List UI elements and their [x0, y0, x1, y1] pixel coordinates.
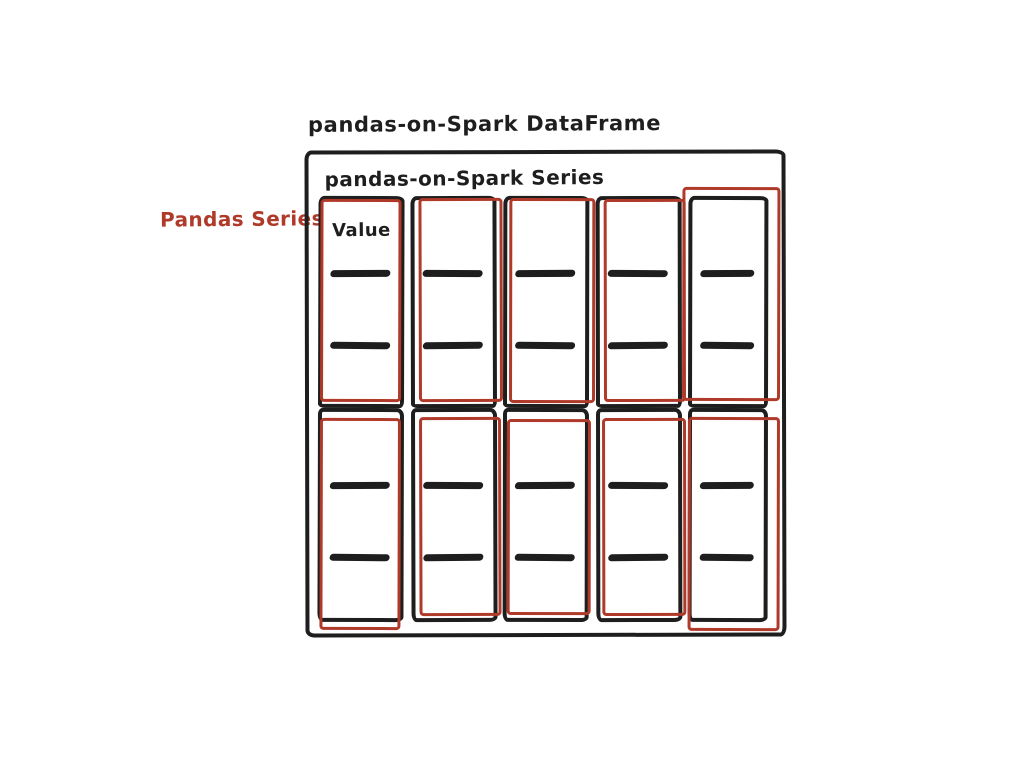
pandas-series-label: Pandas Series — [159, 206, 325, 232]
row-dash — [608, 482, 668, 489]
row-dash — [330, 482, 390, 489]
partition-cell-top — [410, 196, 497, 408]
row-dash — [423, 270, 483, 277]
row-dash — [330, 554, 390, 562]
row-dash — [515, 342, 575, 350]
dataframe-column — [317, 196, 404, 622]
row-dash — [700, 554, 754, 562]
partition-cell-top — [503, 196, 589, 408]
row-dash — [608, 554, 668, 562]
row-dash — [330, 342, 390, 350]
row-dash — [423, 482, 483, 489]
dataframe-column — [503, 196, 590, 622]
partition-cell-top — [688, 196, 768, 408]
dataframe-column — [596, 196, 683, 622]
partition-cell-bottom — [688, 408, 768, 622]
row-dash — [515, 270, 575, 277]
row-dash — [700, 342, 754, 350]
value-column-header: Value — [331, 219, 391, 242]
row-dash — [608, 342, 668, 350]
partition-cell-top — [318, 196, 405, 408]
row-dash — [515, 554, 575, 562]
row-dash — [700, 482, 754, 489]
row-dash — [515, 482, 575, 489]
dataframe-column — [410, 196, 497, 622]
partition-cell-bottom — [317, 408, 404, 622]
partition-cell-bottom — [596, 408, 682, 622]
partition-cell-bottom — [503, 408, 589, 622]
partition-cell-top — [596, 196, 682, 408]
row-dash — [608, 270, 668, 277]
dataframe-column — [688, 196, 769, 622]
pandas-on-spark-series-label: pandas-on-Spark Series — [324, 164, 605, 192]
row-dash — [330, 270, 390, 277]
row-dash — [700, 270, 754, 277]
row-dash — [423, 554, 483, 562]
row-dash — [423, 342, 483, 350]
columns-container — [318, 196, 778, 622]
dataframe-title: pandas-on-Spark DataFrame — [307, 111, 662, 137]
partition-cell-bottom — [411, 408, 498, 622]
